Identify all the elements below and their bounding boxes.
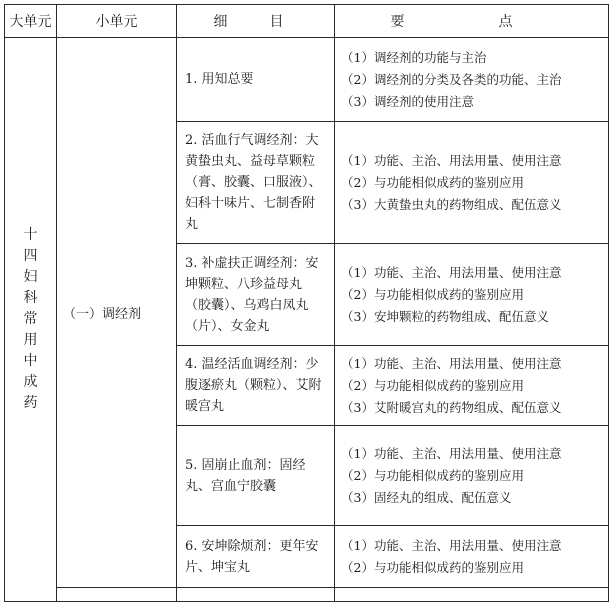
minor-unit-cell-continued [57, 588, 177, 602]
points-cell [335, 244, 609, 346]
detail-cell-continued [177, 588, 335, 602]
points-cell [335, 122, 609, 244]
detail-cell: 2. 活血行气调经剂：大黄蛰虫丸、益母草颗粒（膏、胶囊、口服液）、妇科十味片、七制香附丸 [177, 122, 335, 244]
detail-cell: 1. 用知总要 [177, 38, 335, 122]
points-cell [335, 346, 609, 426]
header-key-points: 要 点 [335, 5, 609, 38]
points-cell [335, 38, 609, 122]
minor-unit-cell: （一）调经剂 [57, 38, 177, 588]
detail-cell: 6. 安坤除烦剂：更年安片、坤宝丸 [177, 526, 335, 588]
points-cell [335, 526, 609, 588]
key-point: （2）与功能相似成药的鉴别应用 [341, 559, 524, 575]
key-point: （3）安坤颗粒的药物组成、配伍意义 [341, 308, 549, 324]
key-point: （2）与功能相似成药的鉴别应用 [341, 377, 524, 393]
key-point: （3）艾附暖宫丸的药物组成、配伍意义 [341, 399, 562, 415]
syllabus-table [4, 4, 609, 602]
points-cell [335, 426, 609, 526]
key-point: （2）与功能相似成药的鉴别应用 [341, 174, 524, 190]
detail-cell: 3. 补虚扶正调经剂：安坤颗粒、八珍益母丸（胶囊）、乌鸡白凤丸（片）、女金丸 [177, 244, 335, 346]
points-cell-continued [335, 588, 609, 602]
key-point: （1）调经剂的功能与主治 [341, 49, 487, 65]
key-point: （2）与功能相似成药的鉴别应用 [341, 286, 524, 302]
table-row-continued [5, 588, 609, 602]
key-point: （3）大黄蛰虫丸的药物组成、配伍意义 [341, 196, 562, 212]
header-major-unit: 大单元 [5, 5, 57, 38]
key-point: （1）功能、主治、用法用量、使用注意 [341, 445, 562, 461]
detail-cell: 4. 温经活血调经剂：少腹逐瘀丸（颗粒）、艾附暖宫丸 [177, 346, 335, 426]
major-unit-cell [5, 38, 57, 602]
detail-cell: 5. 固崩止血剂：固经丸、宫血宁胶囊 [177, 426, 335, 526]
header-row [5, 5, 609, 38]
key-point: （1）功能、主治、用法用量、使用注意 [341, 264, 562, 280]
key-point: （1）功能、主治、用法用量、使用注意 [341, 152, 562, 168]
key-point: （1）功能、主治、用法用量、使用注意 [341, 537, 562, 553]
table-row [5, 38, 609, 122]
major-unit-title: 十四 妇科常用中成药 [23, 227, 52, 411]
key-point: （2）调经剂的分类及各类的功能、主治 [341, 71, 562, 87]
header-minor-unit: 小单元 [57, 5, 177, 38]
key-point: （3）调经剂的使用注意 [341, 93, 474, 109]
key-point: （1）功能、主治、用法用量、使用注意 [341, 355, 562, 371]
key-point: （3）固经丸的组成、配伍意义 [341, 489, 512, 505]
key-point: （2）与功能相似成药的鉴别应用 [341, 467, 524, 483]
header-details: 细 目 [177, 5, 335, 38]
